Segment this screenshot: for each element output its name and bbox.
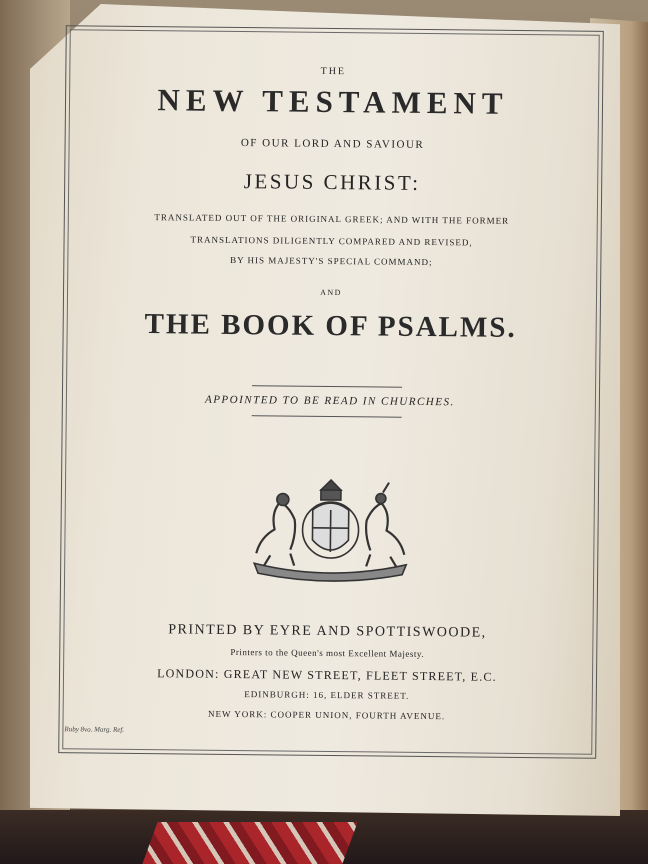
new-testament-title: NEW TESTAMENT bbox=[157, 82, 509, 121]
jesus-christ-title: JESUS CHRIST: bbox=[243, 169, 421, 195]
new-york-address: NEW YORK: COOPER UNION, FOURTH AVENUE. bbox=[208, 708, 446, 722]
appointed-line: APPOINTED TO BE READ IN CHURCHES. bbox=[204, 393, 455, 409]
translation-line-3: BY HIS MAJESTY'S SPECIAL COMMAND; bbox=[230, 254, 433, 268]
and-line: AND bbox=[320, 287, 342, 298]
title-page-text bbox=[58, 25, 602, 757]
red-cloth bbox=[142, 822, 357, 864]
translation-line-2: TRANSLATIONS DILIGENTLY COMPARED AND REVISED, bbox=[190, 234, 473, 248]
translation-line-1: TRANSLATED OUT OF THE ORIGINAL GREEK; AND WITH THE FORMER bbox=[154, 212, 510, 226]
london-address: LONDON: GREAT NEW STREET, FLEET STREET, E.C. bbox=[157, 666, 497, 684]
printed-by-line: PRINTED BY EYRE AND SPOTTISWOODE, bbox=[168, 622, 487, 641]
edition-note: Ruby 8vo. Marg. Ref. bbox=[64, 725, 125, 734]
of-our-lord-line: OF OUR LORD AND SAVIOUR bbox=[240, 137, 425, 151]
printers-to-queen-line: Printers to the Queen's most Excellent Majesty. bbox=[230, 646, 425, 659]
royal-coat-of-arms-icon bbox=[240, 471, 421, 583]
edinburgh-address: EDINBURGH: 16, ELDER STREET. bbox=[244, 689, 410, 701]
the-heading: THE bbox=[320, 65, 347, 78]
rule-bottom bbox=[252, 415, 402, 418]
book-of-psalms-title: THE BOOK OF PSALMS. bbox=[144, 308, 517, 344]
rule-top bbox=[252, 385, 402, 388]
